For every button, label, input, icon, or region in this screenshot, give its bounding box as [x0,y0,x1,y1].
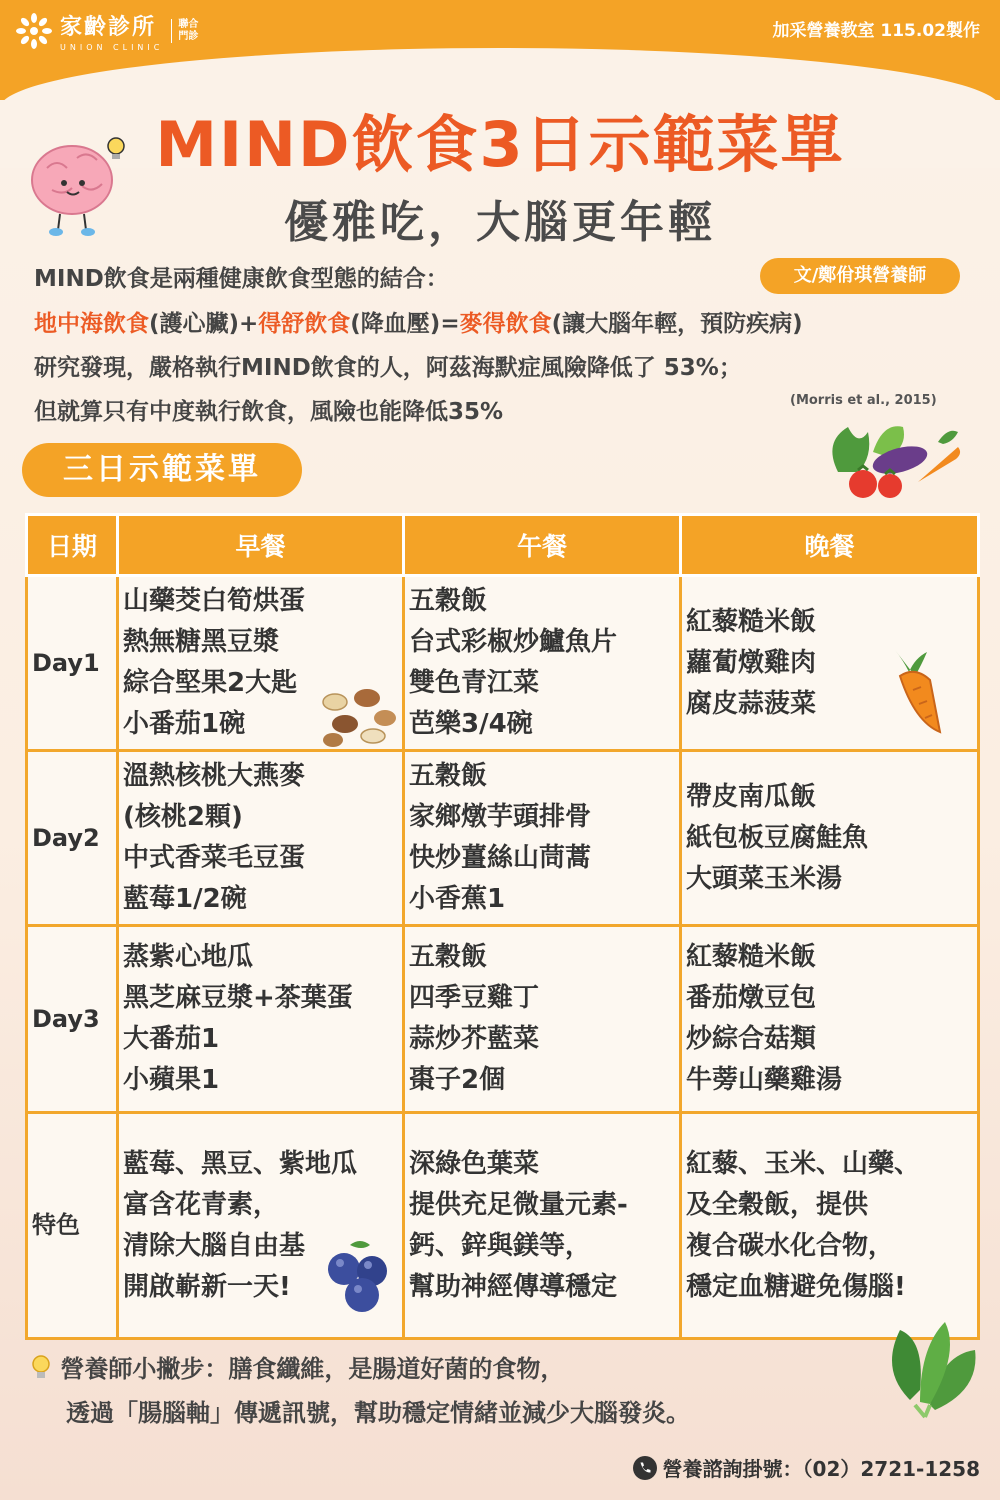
menu-item: 紅藜、玉米、山藥、 [686,1148,921,1179]
menu-item: 溫熱核桃大燕麥 [123,761,306,791]
page-title: MIND飲食3日示範菜單 [155,108,845,181]
row-label: Day3 [27,926,118,1113]
mind-note: (讓大腦年輕，預防疾病) [551,311,803,337]
menu-item: 藍莓、黑豆、紫地瓜 [123,1148,358,1179]
menu-table [25,513,980,1340]
menu-item: 山藥茭白筍烘蛋 [123,586,306,616]
intro-line-4: 但就算只有中度執行飲食，風險也能降低35% [34,399,504,425]
menu-item: 大頭菜玉米湯 [686,863,843,894]
menu-item: 紙包板豆腐鮭魚 [686,822,869,853]
menu-item: 家鄉燉芋頭排骨 [409,802,592,832]
tip-line-1: 營養師小撇步：膳食纖維，是腸道好菌的食物， [60,1355,565,1383]
lunch-cell [404,926,681,1113]
menu-item: 紅藜糙米飯 [686,942,817,972]
intro-line-3: 研究發現，嚴格執行MIND飲食的人，阿茲海默症風險降低了 53%； [34,355,742,381]
menu-item: 幫助神經傳導穩定 [409,1271,618,1302]
brand-tag [171,19,198,43]
menu-item: 黑芝麻豆漿+茶葉蛋 [123,983,353,1013]
page-subtitle: 優雅吃，大腦更年輕 [284,197,716,248]
brand-tag-line2: 門診 [178,31,199,42]
menu-item: 五穀飯 [409,586,488,616]
dinner-cell [681,926,979,1113]
breakfast-cell [118,926,404,1113]
menu-item: 蒸紫心地瓜 [123,942,254,972]
menu-item: 大番茄1 [123,1024,220,1054]
brand-name: 家齡診所 [60,15,157,40]
row-label: 特色 [27,1113,118,1339]
brain-mascot-icon [22,128,132,238]
contact-text: 營養諮詢掛號：（02）2721-1258 [662,1457,980,1481]
menu-item: 蒜炒芥藍菜 [409,1024,540,1054]
lightbulb-icon [30,1354,52,1380]
author-badge: 文/鄭佾琪營養師 [760,258,960,294]
menu-item: 紅藜糙米飯 [686,606,817,637]
menu-item: 熱無糖黑豆漿 [123,627,280,657]
menu-item: 五穀飯 [409,761,488,791]
row-label: Day1 [27,576,118,751]
contact-phone [633,1453,980,1482]
producer-credit: 加采營養教室 115.02製作 [772,21,980,41]
brand-tag-line1: 聯合 [178,19,199,30]
menu-row [27,1113,979,1339]
mind-diet: 麥得飲食 [459,311,552,337]
menu-item: 綜合堅果2大匙 [123,668,298,698]
menu-item: 腐皮蒜菠菜 [686,688,817,719]
citation: (Morris et al., 2015) [790,393,937,408]
menu-item: 深綠色葉菜 [409,1148,540,1179]
dinner-cell [681,1113,979,1339]
menu-item: 及全穀飯，提供 [686,1189,869,1220]
nuts-icon [315,684,400,750]
dinner-cell [681,751,979,926]
menu-item: 快炒薑絲山茼蒿 [409,843,592,873]
menu-item: 小香蕉1 [409,884,506,914]
dietitian-tip [30,1347,690,1435]
col-header-dinner: 晚餐 [681,515,979,576]
intro-line-1: MIND飲食是兩種健康飲食型態的結合： [34,266,449,292]
col-header-date: 日期 [27,515,118,576]
menu-row [27,926,979,1113]
col-header-lunch: 午餐 [404,515,681,576]
menu-item: 四季豆雞丁 [409,983,540,1013]
menu-item: 鈣、鋅與鎂等， [409,1230,592,1261]
menu-item: 穩定血糖避免傷腦! [686,1271,906,1302]
menu-row [27,751,979,926]
menu-item: 炒綜合菇類 [686,1024,817,1054]
lunch-cell [404,576,681,751]
mediterranean-note: (護心臟)+ [149,311,259,337]
menu-item: 帶皮南瓜飯 [686,781,817,812]
sun-logo-icon [14,11,54,51]
lunch-cell [404,1113,681,1339]
breakfast-cell [118,751,404,926]
menu-item: 清除大腦自由基 [123,1230,306,1261]
carrot-icon [875,640,950,738]
lunch-cell [404,751,681,926]
col-header-breakfast: 早餐 [118,515,404,576]
section-label: 三日示範菜單 [22,443,302,497]
phone-icon [633,1456,657,1480]
menu-row [27,576,979,751]
vegetables-icon [818,412,968,502]
dash-note: (降血壓)= [350,311,460,337]
menu-item: 中式香菜毛豆蛋 [123,843,306,873]
menu-item: 富含花青素， [123,1189,280,1220]
menu-item: 開啟嶄新一天! [123,1271,291,1302]
tip-line-2: 透過「腸腦軸」傳遞訊號，幫助穩定情緒並減少大腦發炎。 [66,1399,690,1427]
menu-item: 芭樂3/4碗 [409,709,533,739]
menu-item: 牛蒡山藥雞湯 [686,1065,843,1095]
blueberries-icon [322,1235,394,1315]
menu-item: 台式彩椒炒鱸魚片 [409,627,618,657]
row-label: Day2 [27,751,118,926]
brand-subtitle: UNION CLINIC [60,43,164,52]
menu-item: 五穀飯 [409,942,488,972]
menu-item: 小蘋果1 [123,1065,220,1095]
menu-item: 棗子2個 [409,1065,506,1095]
menu-item: (核桃2顆) [123,802,243,832]
menu-item: 番茄燉豆包 [686,983,817,1013]
menu-item: 提供充足微量元素- [409,1189,628,1220]
mediterranean-diet: 地中海飲食 [34,311,149,337]
spinach-icon [880,1310,980,1420]
menu-item: 複合碳水化合物， [686,1230,895,1261]
menu-header-row [27,515,979,576]
clinic-logo [14,10,198,52]
menu-item: 小番茄1碗 [123,709,246,739]
menu-item: 蘿蔔燉雞肉 [686,647,817,678]
menu-item: 雙色青江菜 [409,668,540,698]
dash-diet: 得舒飲食 [258,311,351,337]
intro-line-2 [34,305,803,338]
menu-item: 藍莓1/2碗 [123,884,247,914]
